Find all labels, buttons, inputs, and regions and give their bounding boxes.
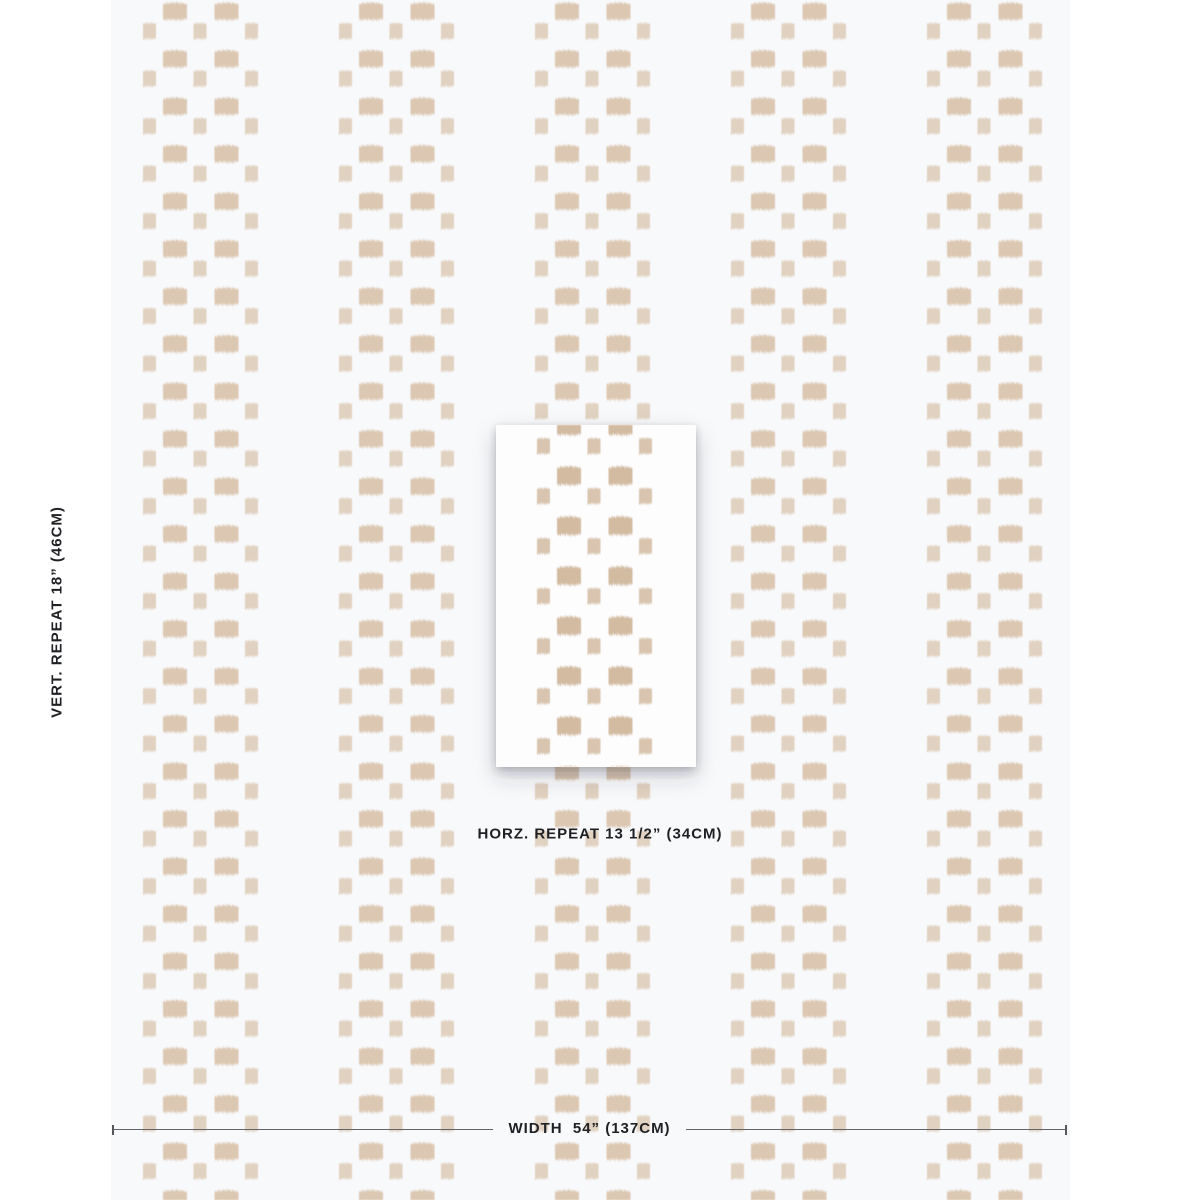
swatch-card-pattern [537, 425, 652, 767]
width-dimension [112, 1122, 1067, 1137]
dimension-line-right [686, 1129, 1065, 1131]
dimension-line-left [114, 1129, 493, 1131]
vertical-repeat-label [49, 506, 66, 718]
width-label [493, 1120, 685, 1137]
stripe-band [731, 0, 846, 1200]
swatch-card [496, 425, 696, 767]
horizontal-repeat-value: 13 1/2” (34CM) [605, 825, 723, 843]
stripe-band [927, 0, 1042, 1200]
vertical-repeat-label-text: VERT. REPEAT [48, 599, 66, 718]
vertical-repeat-value: 18” (46CM) [48, 506, 66, 595]
horizontal-repeat-label-text: HORZ. REPEAT [477, 825, 601, 843]
stripe-band [143, 0, 258, 1200]
horizontal-repeat-label [477, 826, 722, 843]
width-value: 54” (137CM) [572, 1120, 671, 1137]
dimension-tick-right [1065, 1125, 1067, 1135]
width-label-text: WIDTH [508, 1120, 563, 1137]
stripe-band [339, 0, 454, 1200]
